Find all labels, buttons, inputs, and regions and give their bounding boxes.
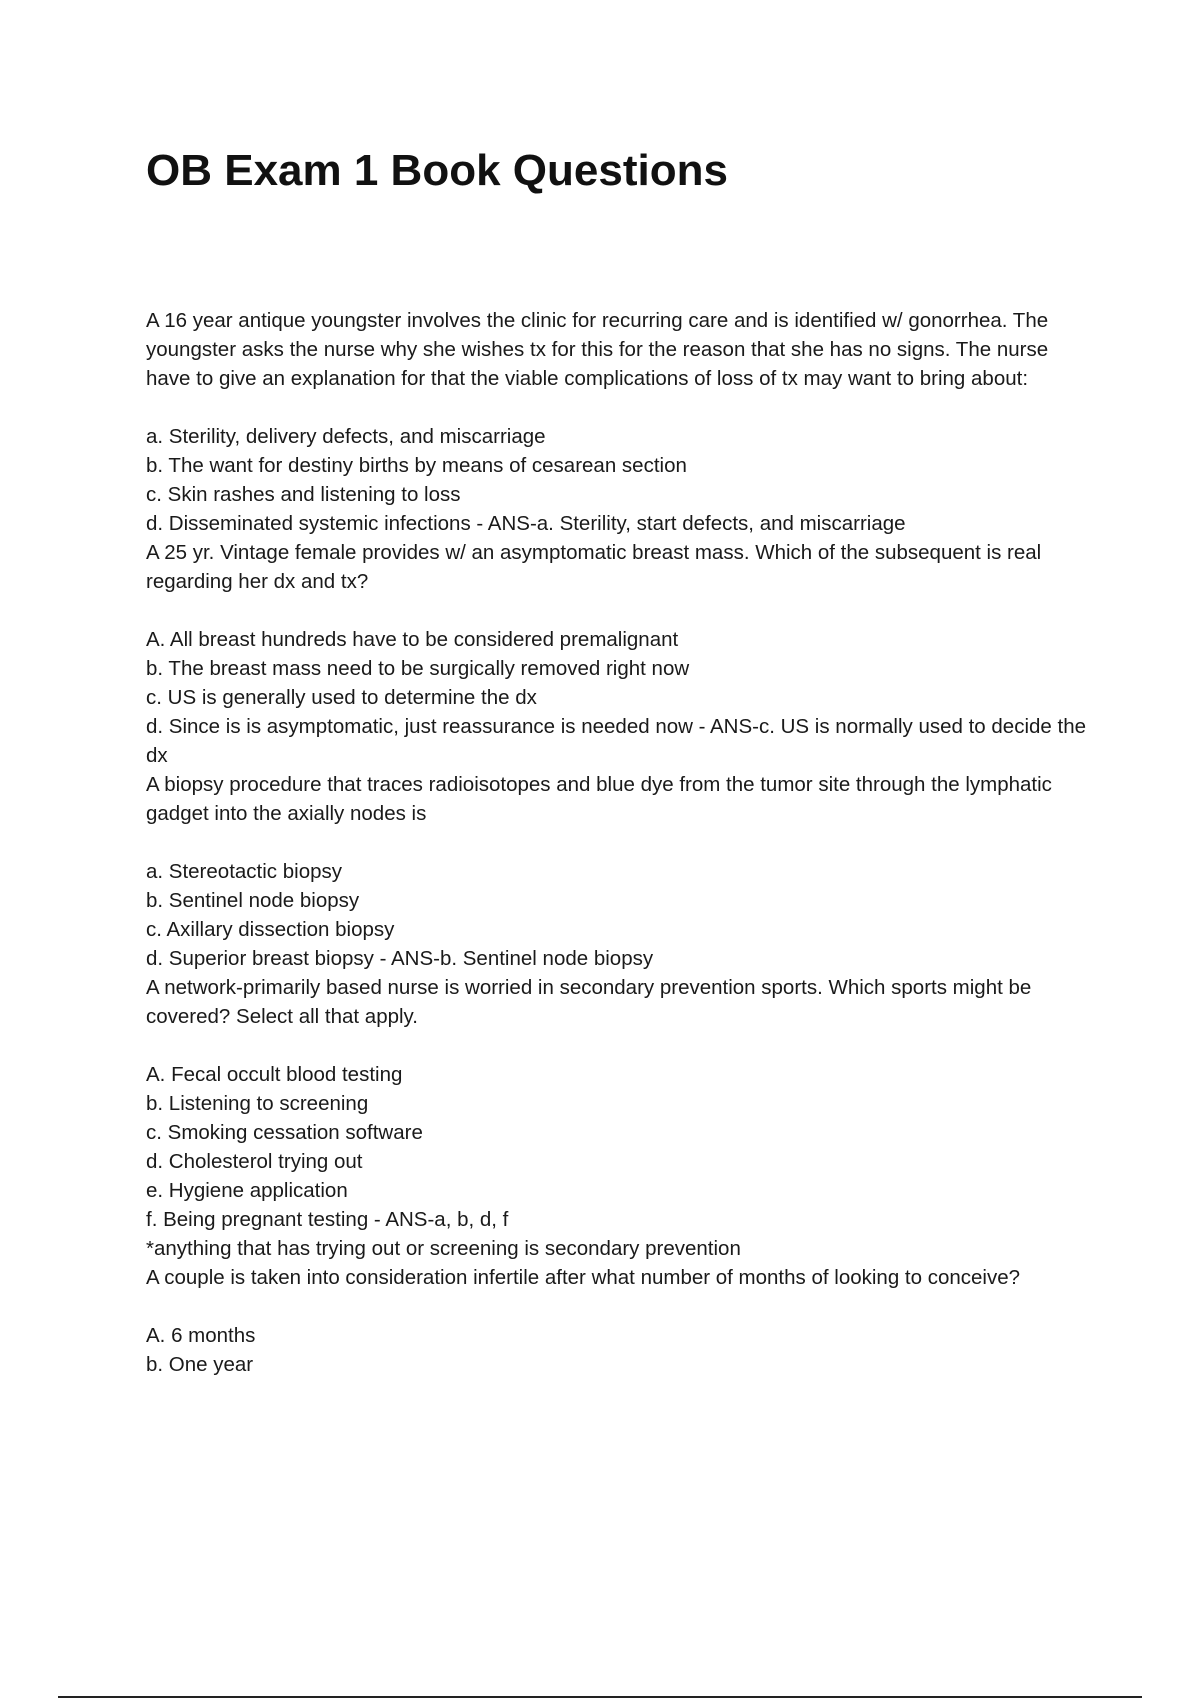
question-stem: A network-primarily based nurse is worried in secondary prevention sports. Which sports might be covered? Select all that apply. (146, 976, 1032, 1028)
answer-option: b. Sentinel node biopsy (146, 889, 360, 912)
answer-option: a. Stereotactic biopsy (146, 860, 342, 883)
page-title: OB Exam 1 Book Questions (146, 146, 728, 195)
spacer (146, 828, 1096, 857)
answer-option: b. One year (146, 1353, 254, 1376)
answer-note: *anything that has trying out or screening is secondary prevention (146, 1237, 741, 1260)
answer-option: b. The breast mass need to be surgically removed right now (146, 657, 690, 680)
question-stem: A biopsy procedure that traces radioisotopes and blue dye from the tumor site through the lymphatic gadget into the axially nodes is (146, 773, 1052, 825)
answer-option: f. Being pregnant testing - ANS-a, b, d, f (146, 1208, 509, 1231)
spacer (146, 596, 1096, 625)
answer-option: A. All breast hundreds have to be considered premalignant (146, 628, 679, 651)
answer-option: d. Cholesterol trying out (146, 1150, 363, 1173)
answer-option: b. Listening to screening (146, 1092, 369, 1115)
answer-option: c. US is generally used to determine the dx (146, 686, 537, 709)
spacer (146, 1031, 1096, 1060)
answer-option: d. Superior breast biopsy - ANS-b. Sentinel node biopsy (146, 947, 654, 970)
question-list (146, 306, 1096, 1379)
answer-option: c. Skin rashes and listening to loss (146, 483, 461, 506)
answer-option: b. The want for destiny births by means of cesarean section (146, 454, 687, 477)
answer-option: c. Axillary dissection biopsy (146, 918, 395, 941)
answer-option: d. Disseminated systemic infections - ANS-a. Sterility, start defects, and miscarriage (146, 512, 906, 535)
answer-option: d. Since is is asymptomatic, just reassurance is needed now - ANS-c. US is normally used to decide the dx (146, 715, 1087, 767)
question-stem: A 25 yr. Vintage female provides w/ an asymptomatic breast mass. Which of the subsequent is real regarding her dx and tx? (146, 541, 1042, 593)
page-bottom-rule (58, 1696, 1142, 1698)
question-stem: A 16 year antique youngster involves the clinic for recurring care and is identified w/ gonorrhea. The youngster asks the nurse why she wishes tx for this for the reason that she has no signs. The nurse have to give an explanation for that the viable complications of loss of tx may want to bring about: (146, 309, 1049, 390)
answer-option: c. Smoking cessation software (146, 1121, 423, 1144)
question-stem: A couple is taken into consideration infertile after what number of months of looking to conceive? (146, 1266, 1021, 1289)
spacer (146, 393, 1096, 422)
spacer (146, 1292, 1096, 1321)
answer-option: A. 6 months (146, 1324, 256, 1347)
answer-option: A. Fecal occult blood testing (146, 1063, 403, 1086)
answer-option: a. Sterility, delivery defects, and miscarriage (146, 425, 546, 448)
answer-option: e. Hygiene application (146, 1179, 348, 1202)
